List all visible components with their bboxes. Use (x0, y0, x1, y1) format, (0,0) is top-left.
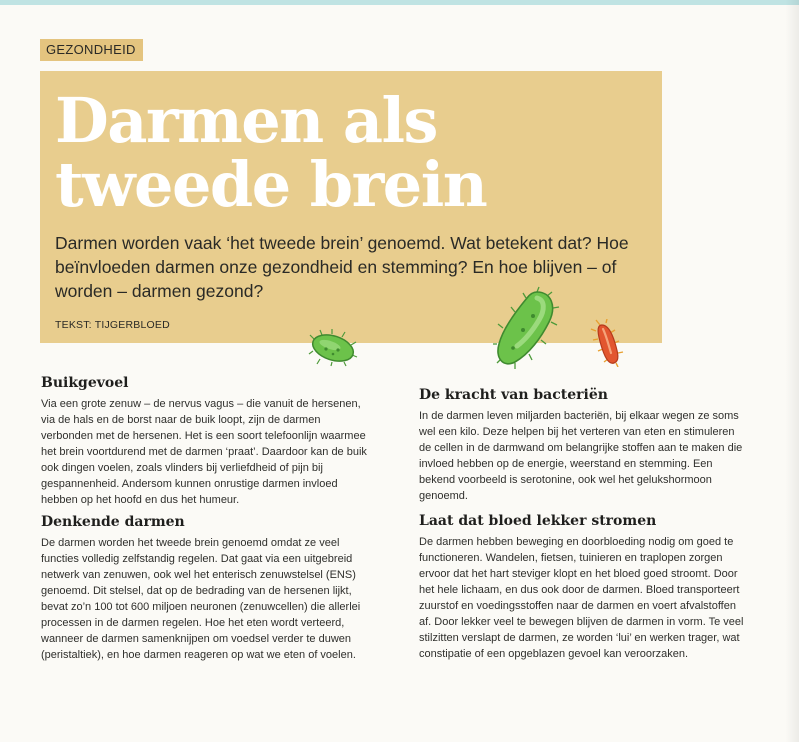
section-buikgevoel (41, 375, 371, 508)
small-green-bacterium-icon (308, 329, 358, 367)
section-heading: Laat dat bloed lekker stromen (419, 513, 657, 529)
article-credit: TEKST: TIJGERBLOED (55, 319, 170, 331)
section-kracht-van-bacterien (419, 387, 749, 504)
page-gutter-shadow (785, 0, 799, 742)
section-denkende-darmen (41, 514, 371, 663)
section-body: Via een grote zenuw – de nervus vagus – die vanuit de hersenen, via de hals en de borst naar de buik loopt, zijn de darmen verbonden met de hersenen. Het is een soort telefoonlijn waarmee het brein voortdurend met de darmen ‘praat’. Daardoor kan de buik ook dingen voelen, zoals vlinders bij verliefdheid of pijn bij gespannenheid. Andersom kunnen onrustige darmen invloed hebben op het hoofd en dus het humeur. (41, 398, 367, 506)
large-green-bacterium-icon (493, 286, 561, 370)
section-body: In de darmen leven miljarden bacteriën, bij elkaar wegen ze soms wel een kilo. Deze helpen bij het verteren van eten en stimuleren de cellen in de darmwand om belangrijke stoffen aan te maken die invloed hebben op de energie, weerstand en stemming. Een bekend voorbeeld is serotonine, ook wel het gelukshormoon genoemd. (419, 410, 743, 502)
hero-panel (40, 71, 662, 343)
section-bloed-stromen (419, 513, 749, 662)
article-intro: Darmen worden vaak ‘het tweede brein’ genoemd. Wat betekent dat? Hoe beïnvloeden darmen onze gezondheid en stemming? En hoe blijven – of worden – darmen gezond? (55, 233, 629, 301)
section-heading: De kracht van bacteriën (419, 387, 608, 403)
article-title-line-1: Darmen als (55, 84, 437, 157)
right-column (419, 387, 749, 671)
section-heading: Denkende darmen (41, 514, 185, 530)
section-heading: Buikgevoel (41, 375, 129, 391)
top-stripe (0, 0, 799, 5)
section-body: De darmen worden het tweede brein genoemd omdat ze veel functies volledig zelfstandig regelen. Dat gaat via een uitgebreid netwerk van zenuwen, ook wel het enterisch zenuwstelsel (ENS) genoemd. Dit stelsel, dat op de bedrading van de hersenen lijkt, bevat zo’n 100 tot 600 miljoen neuronen (zenuwcellen) die allerlei processen in de darmen regelen. Hoe het eten wordt verteerd, wanneer de darmen samenknijpen om voedsel verder te duwen (peristaltiek), en hoe darmen reageren op wat we eten of voelen. (41, 537, 361, 661)
section-tag: GEZONDHEID (40, 39, 143, 61)
article-title-line-2: tweede brein (55, 148, 487, 221)
left-column (41, 375, 371, 669)
section-body: De darmen hebben beweging en doorbloeding nodig om goed te functioneren. Wandelen, fietsen, tuinieren en traplopen zorgen ervoor dat het hart steviger klopt en het bloed goed stroomt. Door het hele lichaam, en dus ook door de darmen. Bloed transporteert zuurstof en voedingsstoffen naar de darmen en voert afvalstoffen af. Door lekker veel te bewegen blijven de darmen in vorm. Te veel stilzitten verslapt de darmen, ze worden ‘lui’ en werken trager, wat constipatie of een opgeblazen gevoel kan veroorzaken. (419, 536, 744, 660)
article-title (55, 84, 655, 221)
small-red-bacterium-icon (590, 319, 624, 367)
